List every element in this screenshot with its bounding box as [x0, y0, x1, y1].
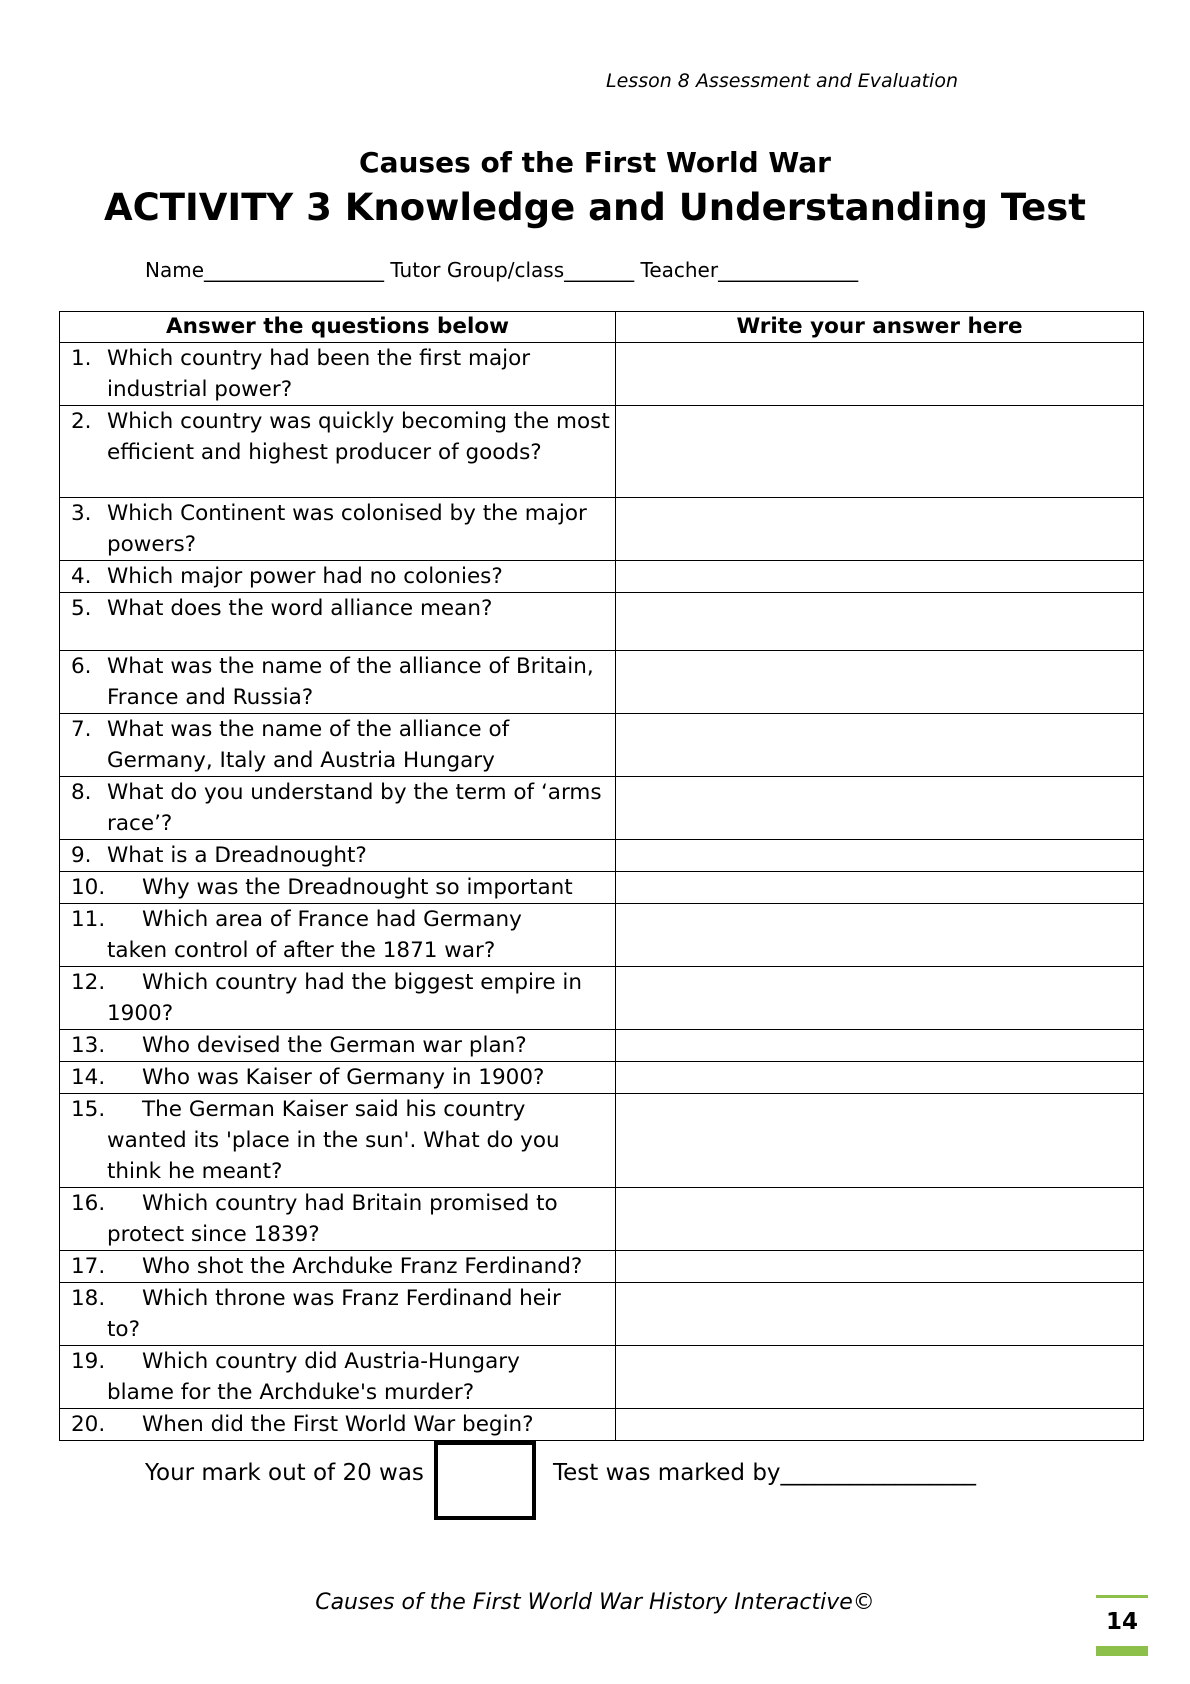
lesson-label: Lesson 8 Assessment and Evaluation [606, 70, 958, 92]
question-text: Which country had Britain promised to [142, 1191, 558, 1216]
question-text-continued: protect since 1839? [107, 1222, 320, 1247]
question-number: 11. [71, 907, 106, 932]
question-text: The German Kaiser said his country [142, 1097, 526, 1122]
answer-cell[interactable] [616, 593, 1144, 651]
mark-box[interactable] [434, 1441, 536, 1520]
question-text-continued: wanted its 'place in the sun'. What do you think he meant? [107, 1128, 560, 1184]
question-text: When did the First World War begin? [142, 1412, 534, 1437]
table-row [60, 498, 1144, 561]
question-cell [60, 904, 616, 967]
table-row [60, 1094, 1144, 1188]
question-number: 17. [71, 1254, 106, 1279]
table-row [60, 561, 1144, 593]
question-text: Which country did Austria-Hungary [142, 1349, 520, 1374]
answers-column-header: Write your answer here [616, 312, 1144, 343]
question-cell [60, 1283, 616, 1346]
answer-cell[interactable] [616, 651, 1144, 714]
question-text: Who devised the German war plan? [142, 1033, 527, 1058]
question-text: Which area of France had Germany [142, 907, 522, 932]
answer-cell[interactable] [616, 498, 1144, 561]
page-number: 14 [1105, 1609, 1138, 1635]
table-row [60, 714, 1144, 777]
answer-cell[interactable] [616, 1094, 1144, 1188]
question-cell [60, 1062, 616, 1094]
table-row [60, 1251, 1144, 1283]
table-row [60, 904, 1144, 967]
table-row [60, 651, 1144, 714]
answer-cell[interactable] [616, 1251, 1144, 1283]
question-number: 3. [71, 501, 92, 526]
student-details-line[interactable]: Name__________________ Tutor Group/class_______ Teacher______________ [145, 258, 859, 282]
page-title: ACTIVITY 3 Knowledge and Understanding Test [104, 186, 1086, 229]
table-row [60, 1346, 1144, 1409]
question-cell [60, 1094, 616, 1188]
mark-label: Your mark out of 20 was [145, 1460, 424, 1486]
table-row [60, 593, 1144, 651]
question-number: 8. [71, 780, 92, 805]
answer-cell[interactable] [616, 561, 1144, 593]
table-row [60, 1283, 1144, 1346]
question-number: 7. [71, 717, 92, 742]
answer-cell[interactable] [616, 872, 1144, 904]
question-text: Which Continent was colonised by the major powers? [107, 501, 587, 557]
answer-cell[interactable] [616, 777, 1144, 840]
answer-cell[interactable] [616, 1283, 1144, 1346]
question-text: What was the name of the alliance of Britain, France and Russia? [107, 654, 594, 710]
question-cell [60, 1346, 616, 1409]
question-number: 18. [71, 1286, 106, 1311]
question-text: Why was the Dreadnought so important [142, 875, 573, 900]
answer-cell[interactable] [616, 1188, 1144, 1251]
answer-cell[interactable] [616, 1062, 1144, 1094]
question-text: Which country was quickly becoming the most efficient and highest producer of goods? [107, 409, 610, 465]
question-text: Which country had been the first major industrial power? [107, 346, 531, 402]
answer-cell[interactable] [616, 343, 1144, 406]
page-number-block [1096, 1595, 1148, 1656]
question-text: Who was Kaiser of Germany in 1900? [142, 1065, 545, 1090]
page-subtitle: Causes of the First World War [359, 146, 831, 179]
table-row [60, 872, 1144, 904]
question-number: 14. [71, 1065, 106, 1090]
answer-cell[interactable] [616, 1030, 1144, 1062]
question-text-continued: taken control of after the 1871 war? [107, 938, 496, 963]
question-number: 12. [71, 970, 106, 995]
question-text: Who shot the Archduke Franz Ferdinand? [142, 1254, 583, 1279]
page-number-bottom-bar [1096, 1646, 1148, 1656]
question-number: 10. [71, 875, 106, 900]
footer-text: Causes of the First World War History Interactive© [315, 1590, 875, 1615]
question-text: Which country had the biggest empire in [142, 970, 583, 995]
question-number: 15. [71, 1097, 106, 1122]
question-number: 1. [71, 346, 92, 371]
question-number: 5. [71, 596, 92, 621]
table-row [60, 777, 1144, 840]
question-cell [60, 1251, 616, 1283]
question-cell [60, 593, 616, 651]
question-cell [60, 498, 616, 561]
table-row [60, 1188, 1144, 1251]
question-text: What was the name of the alliance of Germany, Italy and Austria Hungary [107, 717, 510, 773]
table-row [60, 967, 1144, 1030]
question-number: 20. [71, 1412, 106, 1437]
question-number: 19. [71, 1349, 106, 1374]
question-cell [60, 343, 616, 406]
question-cell [60, 1188, 616, 1251]
answer-cell[interactable] [616, 1409, 1144, 1441]
question-table [59, 311, 1144, 1441]
question-cell [60, 651, 616, 714]
page-number-top-bar [1096, 1595, 1148, 1598]
table-header-row [60, 312, 1144, 343]
answer-cell[interactable] [616, 406, 1144, 498]
question-cell [60, 714, 616, 777]
question-number: 2. [71, 409, 92, 434]
question-cell [60, 872, 616, 904]
question-text: What is a Dreadnought? [107, 843, 367, 868]
question-number: 4. [71, 564, 92, 589]
question-cell [60, 967, 616, 1030]
question-cell [60, 561, 616, 593]
question-text-continued: to? [107, 1317, 140, 1342]
answer-cell[interactable] [616, 967, 1144, 1030]
question-text: What do you understand by the term of ‘arms race’? [107, 780, 602, 836]
question-number: 13. [71, 1033, 106, 1058]
question-number: 16. [71, 1191, 106, 1216]
question-cell [60, 777, 616, 840]
table-row [60, 840, 1144, 872]
answer-cell[interactable] [616, 714, 1144, 777]
answer-cell[interactable] [616, 1346, 1144, 1409]
table-row [60, 1409, 1144, 1441]
question-cell [60, 840, 616, 872]
question-number: 9. [71, 843, 92, 868]
table-row [60, 1030, 1144, 1062]
table-row [60, 1062, 1144, 1094]
question-cell [60, 1409, 616, 1441]
question-text: What does the word alliance mean? [107, 596, 493, 621]
answer-cell[interactable] [616, 840, 1144, 872]
table-row [60, 406, 1144, 498]
question-cell [60, 406, 616, 498]
question-text-continued: 1900? [107, 1001, 174, 1026]
question-text: Which throne was Franz Ferdinand heir [142, 1286, 561, 1311]
question-text-continued: blame for the Archduke's murder? [107, 1380, 475, 1405]
questions-column-header: Answer the questions below [60, 312, 616, 343]
question-text: Which major power had no colonies? [107, 564, 503, 589]
marked-by-line[interactable]: Test was marked by_________________ [553, 1460, 977, 1486]
table-row [60, 343, 1144, 406]
answer-cell[interactable] [616, 904, 1144, 967]
question-cell [60, 1030, 616, 1062]
question-number: 6. [71, 654, 92, 679]
